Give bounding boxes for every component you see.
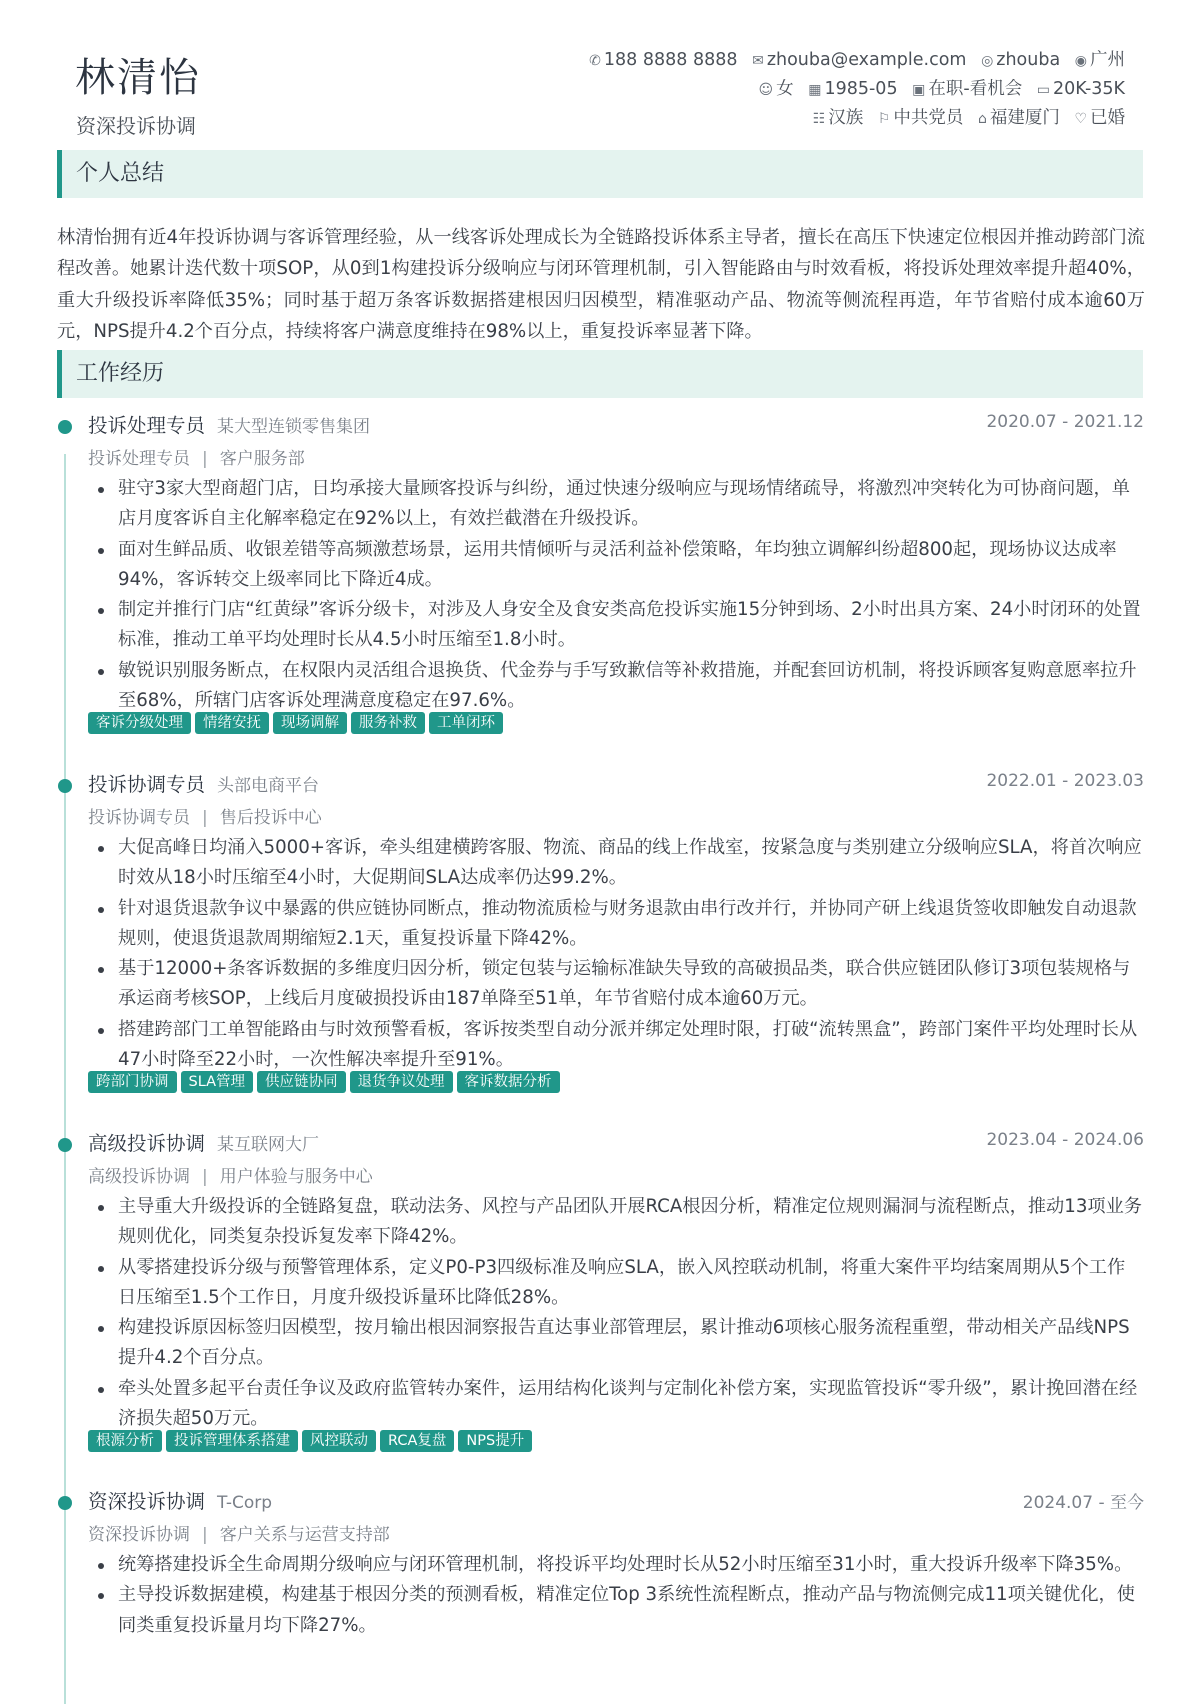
timeline-dot (58, 1496, 72, 1510)
job-role: 投诉协调专员 (88, 808, 190, 828)
job-role: 资深投诉协调 (88, 1525, 190, 1545)
skill-tags (88, 1430, 536, 1452)
job-status: 在职-看机会 (928, 79, 1023, 99)
skill-tag: NPS提升 (458, 1430, 532, 1452)
skill-tag: 投诉管理体系搭建 (166, 1430, 298, 1452)
city: 广州 (1090, 50, 1125, 70)
job-company: 某互联网大厂 (217, 1135, 320, 1155)
bullet-item: 敏锐识别服务断点，在权限内灵活组合退换货、代金券与手写致歉信等补救措施，并配套回访机制，将投诉顾客复购意愿率拉升至68%，所辖门店客诉处理满意度稳定在97.6%。 (88, 656, 1142, 717)
skill-tag: 工单闭环 (429, 712, 503, 734)
expected-salary: 20K-35K (1053, 79, 1125, 99)
job-company: 某大型连锁零售集团 (217, 417, 371, 437)
skill-tag: 客诉数据分析 (457, 1071, 560, 1093)
people-icon: ☷ (812, 111, 826, 127)
bullet-item: 面对生鲜品质、收银差错等高频激惹场景，运用共情倾听与灵活利益补偿策略，年均独立调解纠纷超800起，现场协议达成率94%，客诉转交上级率同比下降近4成。 (88, 535, 1142, 596)
job-title: 资深投诉协调 (88, 1490, 206, 1513)
skill-tag: 供应链协同 (257, 1071, 346, 1093)
job-company: 头部电商平台 (217, 776, 320, 796)
skill-tag: 现场调解 (273, 712, 347, 734)
ethnicity: 汉族 (828, 108, 864, 128)
heart-icon: ♡ (1074, 111, 1087, 127)
summary-text: 林清怡拥有近4年投诉协调与客诉管理经验，从一线客诉处理成长为全链路投诉体系主导者，擅长在高压下快速定位根因并推动跨部门流程改善。她累计迭代数十项SOP，从0到1构建投诉分级响应与闭环管理机制，引入智能路由与时效看板，将投诉处理效率提升超40%，重大升级投诉率降低35%；同时基于超万条客诉数据搭建根因归因模型，精准驱动产品、物流等侧流程再造，年节省赔付成本逾60万元，NPS提升4.2个百分点，持续将客户满意度维持在98%以上，重复投诉率显著下降。 (57, 227, 1145, 342)
job-period: 2022.01 - 2023.03 (986, 771, 1144, 791)
mail-icon: ✉ (752, 53, 764, 69)
wallet-icon: ▭ (1036, 82, 1051, 98)
calendar-icon: ▦ (808, 82, 822, 98)
bullet-item: 主导投诉数据建模，构建基于根因分类的预测看板，精准定位Top 3系统性流程断点，推动产品与物流侧完成11项关键优化，使同类重复投诉量月均下降27%。 (88, 1580, 1142, 1641)
job-role: 投诉处理专员 (88, 449, 190, 469)
bullet-item: 制定并推行门店“红黄绿”客诉分级卡，对涉及人身安全及食安类高危投诉实施15分钟到场、2小时出具方案、24小时闭环的处置标准，推动工单平均处理时长从4.5小时压缩至1.8小时。 (88, 595, 1142, 656)
skill-tag: RCA复盘 (380, 1430, 454, 1452)
skill-tag: 根源分析 (88, 1430, 162, 1452)
candidate-title: 资深投诉协调 (76, 114, 196, 138)
skill-tags (88, 712, 507, 734)
marital-status: 已婚 (1090, 108, 1125, 128)
job-period: 2023.04 - 2024.06 (986, 1130, 1144, 1150)
job-bullets (88, 474, 1142, 716)
bullet-item: 基于12000+条客诉数据的多维度归因分析，锁定包装与运输标准缺失导致的高破损品类，联合供应链团队修订3项包装规格与承运商考核SOP，上线后月度破损投诉由187单降至51单，年节省赔付成本逾60万元。 (88, 954, 1142, 1015)
wechat-id: zhouba (996, 50, 1061, 70)
home-icon: ⌂ (977, 111, 987, 127)
skill-tag: 情绪安抚 (195, 712, 269, 734)
job-bullets (88, 1192, 1142, 1434)
candidate-name: 林清怡 (75, 55, 201, 101)
skill-tag: 风控联动 (302, 1430, 376, 1452)
bullet-item: 大促高峰日均涌入5000+客诉，牵头组建横跨客服、物流、商品的线上作战室，按紧急度与类别建立分级响应SLA，将首次响应时效从18小时压缩至4小时，大促期间SLA达成率仍达99.2%。 (88, 833, 1142, 894)
section-header-experience: 工作经历 (57, 350, 1143, 398)
resume-page: 林清怡 资深投诉协调 ✆ 188 8888 8888 ✉ zhouba@example.com ◎ zhouba ◉ 广州 ☺ 女 ▦ 1985-05 ▣ 在职-看机会 ▭ 20K-35K ☷ 汉族 ⚐ 中共党员 ⌂ 福建厦门 ♡ 已婚 个人总结 林清怡拥有近4年投诉协调与客诉管理经验，从一线客诉处理成长为全链路投诉体系主导者，擅长在高压下快速定位根因并推动跨部门流程改善。她累计迭代数十项SOP，从0到1构建投诉分级响应与闭环管理机制，引入智能路由与时效看板，将投诉处理效率提升超40%，重大升级投诉率降低35%；同时基于超万条客诉数据搭建根因归因模型，精准驱动产品、物流等侧流程再造，年节省赔付成本逾60万元，NPS提升4.2个百分点，持续将客户满意度维持在98%以上，重复投诉率显著下降。 工作经历 投诉处理专员 某大型连锁零售集团 2020.07 - 2021.12 投诉处理专员 | 客户服务部 驻守3家大型商超门店，日均承接大量顾客投诉与纠纷，通过快速分级响应与现场情绪疏导，将激烈冲突转化为可协商问题，单店月度客诉自主化解率稳定在92%以上，有效拦截潜在升级投诉。 面对生鲜品质、收银差错等高频激惹场景，运用共情倾听与灵活利益补偿策略，年均独立调解纠纷超800起，现场协议达成率94%，客诉转交上级率同比下降近4成。 制定并推行门店“红黄绿”客诉分级卡，对涉及人身安全及食安类高危投诉实施15分钟到场、2小时出具方案、24小时闭环的处置标准，推动工单平均处理时长从4.5小时压缩至1.8小时。 敏锐识别服务断点，在权限内灵活组合退换货、代金券与手写致歉信等补救措施，并配套回访机制，将投诉顾客复购意愿率拉升至68%，所辖门店客诉处理满意度稳定在97.6%。 客诉分级处理 情绪安抚 现场调解 服务补救 工单闭环 投诉协调专员 头部电商平台 2022.01 - 2023.03 投诉协调专员 | 售后投诉中心 大促高峰日均涌入5000+客诉，牵头组建横跨客服、物流、商品的线上作战室，按紧急度与类别建立分级响应SLA，将首次响应时效从18小时压缩至4小时，大促期间SLA达成率仍达99.2%。 针对退货退款争议中暴露的供应链协同断点，推动物流质检与财务退款由串行改并行，并协同产研上线退货签收即触发自动退款规则，使退货退款周期缩短2.1天，重复投诉量下降42%。 基于12000+条客诉数据的多维度归因分析，锁定包装与运输标准缺失导致的高破损品类，联合供应链团队修订3项包装规格与承运商考核SOP，上线后月度破损投诉由187单降至51单，年节省赔付成本逾60万元。 搭建跨部门工单智能路由与时效预警看板，客诉按类型自动分派并绑定处理时限，打破“流转黑盒”，跨部门案件平均处理时长从47小时降至22小时，一次性解决率提升至91%。 跨部门协调 SLA管理 供应链协同 退货争议处理 客诉数据分析 高级投诉协调 某互联网大厂 2023.04 - 2024.06 高级投诉协调 | 用户体验与服务中心 主导重大升级投诉的全链路复盘，联动法务、风控与产品团队开展RCA根因分析，精准定位规则漏洞与流程断点，推动13项业务规则优化，同类复杂投诉复发率下降42%。 从零搭建投诉分级与预警管理体系，定义P0-P3四级标准及响应SLA，嵌入风控联动机制，将重大案件平均结案周期从5个工作日压缩至1.5个工作日，月度升级投诉量环比降低28%。 构建投诉原因标签归因模型，按月输出根因洞察报告直达事业部管理层，累计推动6项核心服务流程重塑，带动相关产品线NPS提升4.2个百分点。 牵头处置多起平台责任争议及政府监管转办案件，运用结构化谈判与定制化补偿方案，实现监管投诉“零升级”，累计挽回潜在经济损失超50万元。 根源分析 投诉管理体系搭建 风控联动 RCA复盘 NPS提升 资深投诉协调 T-Corp 2024.07 - 至今 资深投诉协调 | 客户关系与运营支持部 统筹搭建投诉全生命周期分级响应与闭环管理机制，将投诉平均处理时长从52小时压缩至31小时，重大投诉升级率下降35%。 主导投诉数据建模，构建基于根因分类的预测看板，精准定位Top 3系统性流程断点，推动产品与物流侧完成11项关键优化，使同类重复投诉量月均下降27%。 (0, 0, 1200, 1697)
timeline-line (64, 454, 66, 1704)
section-header-summary: 个人总结 (57, 150, 1143, 198)
location-icon: ◉ (1074, 53, 1087, 69)
gender: 女 (776, 79, 794, 99)
skill-tags (88, 1071, 564, 1093)
hometown: 福建厦门 (989, 108, 1060, 128)
job-bullets (88, 1550, 1142, 1641)
job-title: 高级投诉协调 (88, 1132, 206, 1155)
timeline-dot (58, 1138, 72, 1152)
bullet-item: 牵头处置多起平台责任争议及政府监管转办案件，运用结构化谈判与定制化补偿方案，实现监管投诉“零升级”，累计挽回潜在经济损失超50万元。 (88, 1374, 1142, 1435)
bullet-item: 主导重大升级投诉的全链路复盘，联动法务、风控与产品团队开展RCA根因分析，精准定位规则漏洞与流程断点，推动13项业务规则优化，同类复杂投诉复发率下降42%。 (88, 1192, 1142, 1253)
phone-number[interactable]: 188 8888 8888 (603, 50, 738, 70)
phone-icon: ✆ (589, 53, 601, 69)
bullet-item: 从零搭建投诉分级与预警管理体系，定义P0-P3四级标准及响应SLA，嵌入风控联动机制，将重大案件平均结案周期从5个工作日压缩至1.5个工作日，月度升级投诉量环比降低28%。 (88, 1253, 1142, 1314)
flag-icon: ⚐ (877, 111, 891, 127)
job-department: 客户服务部 (219, 449, 305, 469)
timeline-dot (58, 420, 72, 434)
email-address[interactable]: zhouba@example.com (766, 50, 967, 70)
contact-info (580, 46, 1125, 133)
briefcase-icon: ▣ (912, 82, 926, 98)
person-icon: ☺ (758, 82, 774, 98)
bullet-item: 搭建跨部门工单智能路由与时效预警看板，客诉按类型自动分派并绑定处理时限，打破“流转黑盒”，跨部门案件平均处理时长从47小时降至22小时，一次性解决率提升至91%。 (88, 1015, 1142, 1076)
birth-date: 1985-05 (824, 79, 898, 99)
job-department: 用户体验与服务中心 (219, 1167, 373, 1187)
timeline-dot (58, 779, 72, 793)
skill-tag: 服务补救 (351, 712, 425, 734)
job-period: 2024.07 - 至今 (1022, 1493, 1144, 1513)
bullet-item: 驻守3家大型商超门店，日均承接大量顾客投诉与纠纷，通过快速分级响应与现场情绪疏导，将激烈冲突转化为可协商问题，单店月度客诉自主化解率稳定在92%以上，有效拦截潜在升级投诉。 (88, 474, 1142, 535)
bullet-item: 统筹搭建投诉全生命周期分级响应与闭环管理机制，将投诉平均处理时长从52小时压缩至31小时，重大投诉升级率下降35%。 (88, 1550, 1142, 1580)
wechat-icon: ◎ (981, 53, 994, 69)
skill-tag: 退货争议处理 (350, 1071, 453, 1093)
skill-tag: 跨部门协调 (88, 1071, 177, 1093)
job-company: T-Corp (217, 1493, 273, 1513)
job-period: 2020.07 - 2021.12 (986, 412, 1144, 432)
political-status: 中共党员 (893, 108, 964, 128)
job-department: 客户关系与运营支持部 (219, 1525, 390, 1545)
job-title: 投诉协调专员 (88, 773, 206, 796)
skill-tag: SLA管理 (181, 1071, 254, 1093)
job-department: 售后投诉中心 (219, 808, 322, 828)
job-role: 高级投诉协调 (88, 1167, 190, 1187)
skill-tag: 客诉分级处理 (88, 712, 191, 734)
bullet-item: 构建投诉原因标签归因模型，按月输出根因洞察报告直达事业部管理层，累计推动6项核心服务流程重塑，带动相关产品线NPS提升4.2个百分点。 (88, 1313, 1142, 1374)
job-title: 投诉处理专员 (88, 414, 206, 437)
bullet-item: 针对退货退款争议中暴露的供应链协同断点，推动物流质检与财务退款由串行改并行，并协同产研上线退货签收即触发自动退款规则，使退货退款周期缩短2.1天，重复投诉量下降42%。 (88, 894, 1142, 955)
job-bullets (88, 833, 1142, 1075)
